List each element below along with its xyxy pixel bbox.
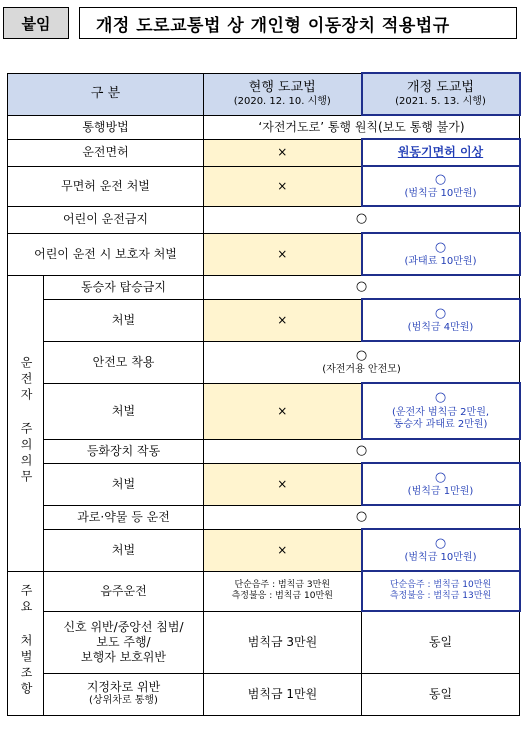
table-row <box>8 115 520 139</box>
row-label: 안전모 착용 <box>44 341 204 383</box>
penalty-note: (범칙금 4만원) <box>407 321 474 333</box>
revised-cell <box>362 383 520 439</box>
penalty-note: (범칙금 10만원) <box>404 551 477 563</box>
table-header-row <box>8 73 520 115</box>
row-label: 처벌 <box>44 529 204 571</box>
current-law-header <box>204 73 362 115</box>
circle-mark: ○ <box>434 171 447 187</box>
row-label: 처벌 <box>44 383 204 439</box>
row-label: 무면허 운전 처벌 <box>8 166 204 206</box>
table-row <box>8 275 520 299</box>
table-row <box>8 206 520 233</box>
regulation-table <box>7 72 521 716</box>
row-label: 통행방법 <box>8 115 204 139</box>
table-row <box>8 571 520 611</box>
current-cell: × <box>204 299 362 341</box>
current-cell: × <box>204 463 362 505</box>
revised-law-header <box>362 73 520 115</box>
category-header: 구 분 <box>8 73 204 115</box>
current-cell: × <box>204 139 362 166</box>
row-label: 처벌 <box>44 463 204 505</box>
revised-law-date: (2021. 5. 13. 시행) <box>395 95 486 107</box>
table-row <box>8 139 520 166</box>
circle-mark: ○ <box>434 469 447 485</box>
row-label-sub: (상위차로 통행) <box>89 695 158 707</box>
row-label <box>44 673 204 715</box>
table-row <box>8 383 520 439</box>
table-row <box>8 529 520 571</box>
current-cell: 범칙금 3만원 <box>204 611 362 673</box>
circle-mark: ○ <box>355 347 368 363</box>
row-label-line: 보행자 보호위반 <box>81 649 166 664</box>
row-label: 등화장치 작동 <box>44 439 204 463</box>
document-header <box>3 3 517 41</box>
table-row <box>8 166 520 206</box>
current-cell <box>204 571 362 611</box>
row-label-line: 신호 위반/중앙선 침범/ <box>63 619 184 634</box>
penalty-detail: 단순음주 : 범칙금 3만원 <box>234 579 331 590</box>
row-label: 운전면허 <box>8 139 204 166</box>
current-cell: × <box>204 383 362 439</box>
row-value: ○ <box>204 439 520 463</box>
circle-mark: ○ <box>434 239 447 255</box>
table-row <box>8 463 520 505</box>
penalty-detail: 측정불응 : 범칙금 13만원 <box>389 591 492 601</box>
circle-mark: ○ <box>434 535 447 551</box>
driver-group-label: 운전자 주의의무 <box>8 275 44 571</box>
current-law-title: 현행 도교법 <box>248 79 316 95</box>
document-title: 개정 도로교통법 상 개인형 이동장치 적용법규 <box>79 7 517 39</box>
row-label: 동승자 탑승금지 <box>44 275 204 299</box>
revised-cell <box>362 571 520 611</box>
penalty-note: 동승자 과태료 2만원) <box>393 419 488 431</box>
circle-mark: ○ <box>434 390 447 406</box>
row-label-line: 보도 주행/ <box>96 634 151 649</box>
revised-cell <box>362 299 520 341</box>
circle-mark: ○ <box>434 305 447 321</box>
row-value: ○ <box>204 206 520 233</box>
current-cell: × <box>204 166 362 206</box>
penalty-detail: 단순음주 : 범칙금 10만원 <box>389 579 492 590</box>
revised-cell <box>362 463 520 505</box>
row-label: 어린이 운전 시 보호자 처벌 <box>8 233 204 275</box>
current-cell: × <box>204 233 362 275</box>
penalty-note: (범칙금 1만원) <box>407 485 474 497</box>
row-label: 음주운전 <box>44 571 204 611</box>
current-law-date: (2020. 12. 10. 시행) <box>233 95 331 107</box>
row-value: ○ <box>204 505 520 529</box>
table-row <box>8 505 520 529</box>
attachment-badge: 붙임 <box>3 7 69 39</box>
table-row <box>8 233 520 275</box>
table-row <box>8 611 520 673</box>
revised-cell <box>362 233 520 275</box>
table-row <box>8 673 520 715</box>
penalty-note: (과태료 10만원) <box>404 255 477 267</box>
table-row <box>8 341 520 383</box>
penalty-detail: 측정불응 : 범칙금 10만원 <box>231 591 333 601</box>
revised-cell: 동일 <box>362 673 520 715</box>
current-cell: 범칙금 1만원 <box>204 673 362 715</box>
revised-cell <box>362 166 520 206</box>
penalty-group-label: 주요 처벌조항 <box>8 571 44 715</box>
table-row <box>8 299 520 341</box>
penalty-note: (운전자 범칙금 2만원, <box>391 406 490 418</box>
current-cell: × <box>204 529 362 571</box>
revised-law-title: 개정 도교법 <box>407 79 474 95</box>
penalty-note: (범칙금 10만원) <box>404 187 477 199</box>
row-label-line: 지정차로 위반 <box>86 680 161 695</box>
row-label: 과로·약물 등 운전 <box>44 505 204 529</box>
row-value: ‘자전거도로’ 통행 원칙(보도 통행 불가) <box>204 115 520 139</box>
row-value <box>204 341 520 383</box>
row-label <box>44 611 204 673</box>
row-label: 어린이 운전금지 <box>8 206 204 233</box>
table-row <box>8 439 520 463</box>
revised-cell: 원동기면허 이상 <box>362 139 520 166</box>
revised-cell: 동일 <box>362 611 520 673</box>
row-label: 처벌 <box>44 299 204 341</box>
helmet-note: (자전거용 안전모) <box>322 363 401 375</box>
revised-cell <box>362 529 520 571</box>
row-value: ○ <box>204 275 520 299</box>
